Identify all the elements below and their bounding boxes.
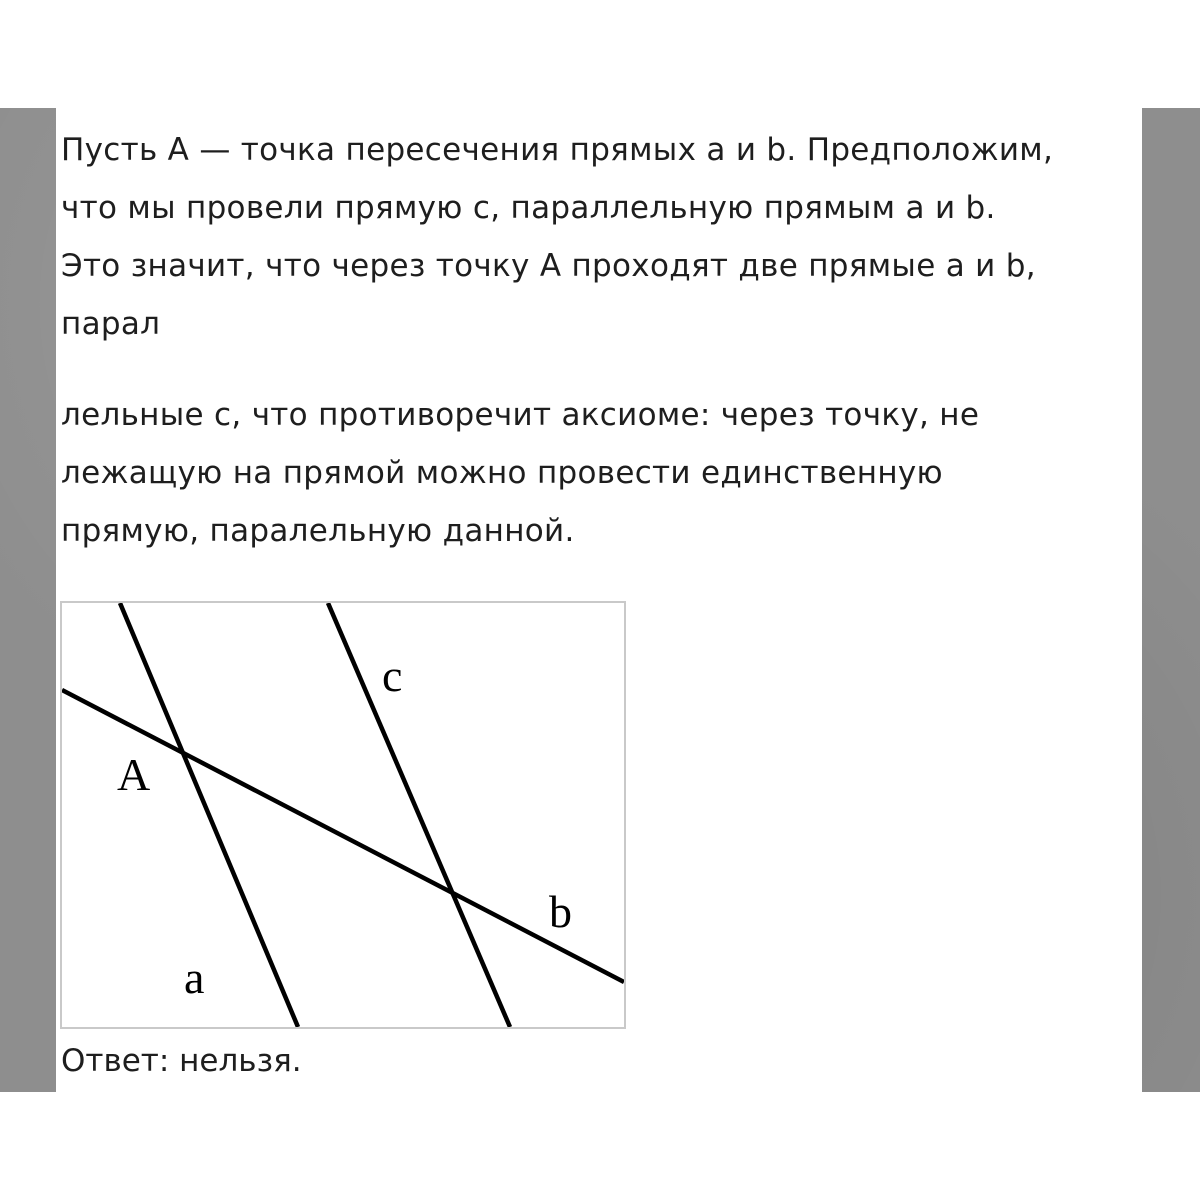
text-line: парал <box>61 306 161 342</box>
label-b: b <box>549 886 572 937</box>
label-a: a <box>184 952 205 1003</box>
line-a <box>120 603 298 1027</box>
text-line: прямую, паралельную данной. <box>61 513 575 549</box>
paragraph-proof-start <box>61 121 1053 353</box>
text-line: Это значит, что через точку А проходят две прямые а и b, <box>61 248 1036 284</box>
text-line: что мы провели прямую с, параллельную прямым а и b. <box>61 190 996 226</box>
label-A: A <box>117 749 151 800</box>
line-b <box>62 690 624 982</box>
lines-diagram <box>62 603 624 1027</box>
text-line: лельные с, что противоречит аксиоме: через точку, не <box>61 397 980 433</box>
geometry-figure <box>60 601 626 1029</box>
line-c <box>328 603 510 1027</box>
text-line: Пусть А — точка пересечения прямых а и b. Предположим, <box>61 132 1054 168</box>
answer-text: Ответ: нельзя. <box>61 1043 302 1079</box>
text-line: лежащую на прямой можно провести единственную <box>61 455 943 491</box>
paragraph-proof-end <box>61 386 979 560</box>
label-c: c <box>382 650 403 701</box>
